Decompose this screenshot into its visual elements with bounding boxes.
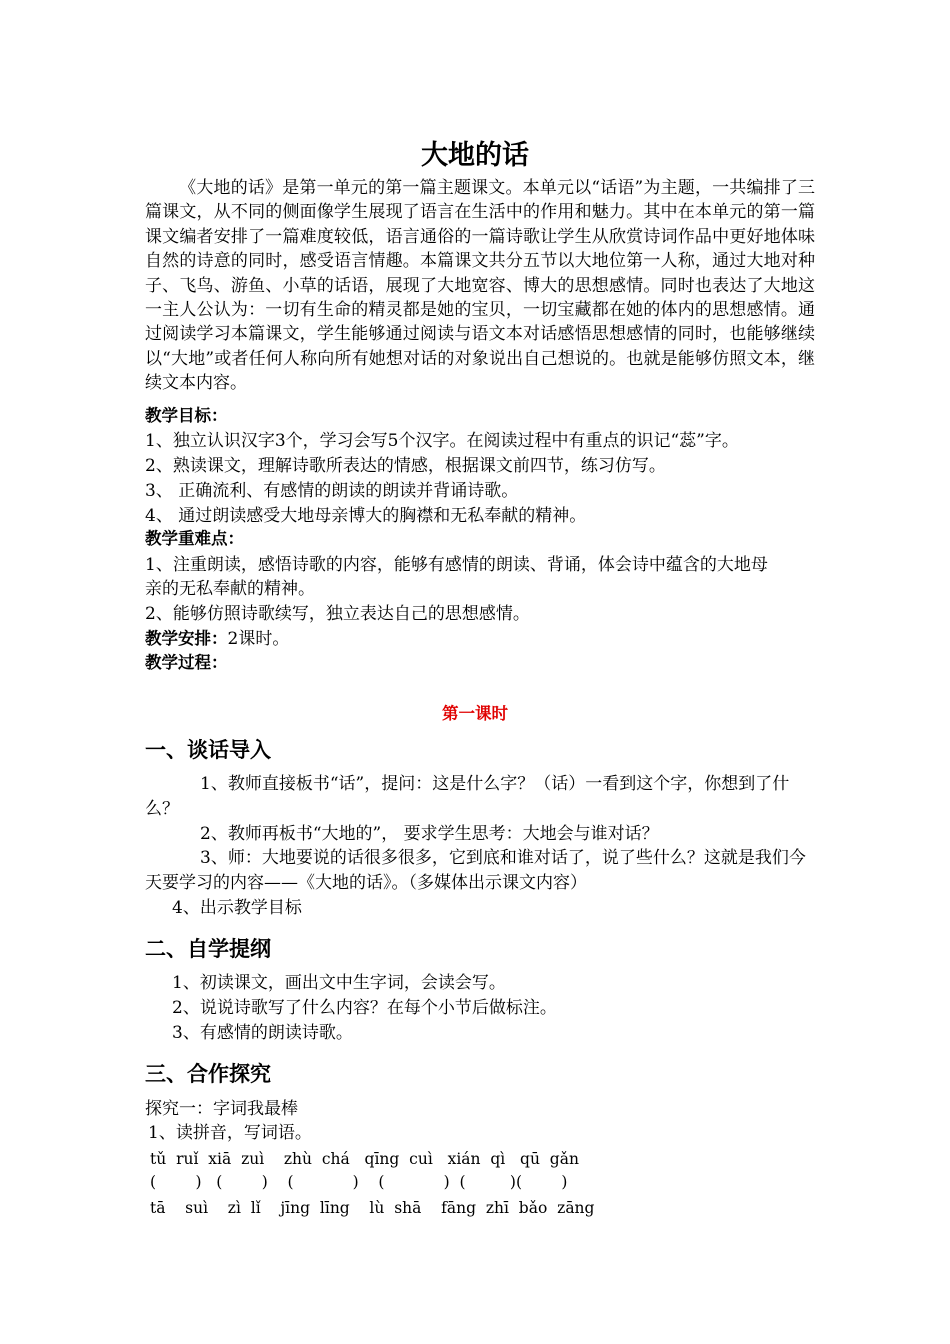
intro-paragraph <box>145 176 815 396</box>
session-title: 第一课时 <box>442 704 508 723</box>
intro-text: 《大地的话》是第一单元的第一篇主题课文。本单元以“话语”为主题，一共编排了三篇课文，从不同的侧面像学生展现了语言在生活中的作用和魅力。其中在本单元的第一篇课文编者安排了一篇难度较低，语言通俗的一篇诗歌让学生从欣赏诗词作品中更好地体味自然的诗意的同时，感受语言情趣。本篇课文共分五节以大地位第一人称，通过大地对种子、飞鸟、游鱼、小草的话语，展现了大地宽容、博大的思想感情。同时也表达了大地这一主人公认为：一切有生命的精灵都是她的宝贝，一切宝藏都在她的体内的思想感情。通过阅读学习本篇课文，学生能够通过阅读与语文本对话感悟思想感情的同时，也能够继续以“大地”或者任何人称向所有她想对话的对象说出自己想说的。也就是能够仿照文本，继续文本内容。 <box>145 178 815 394</box>
section-heading: 一、谈话导入 <box>145 738 271 762</box>
section1-p4: 4、出示教学目标 <box>172 898 302 918</box>
goal-item: 4、 通过朗读感受大地母亲博大的胸襟和无私奉献的精神。 <box>145 506 587 526</box>
goal-item: 2、熟读课文，理解诗歌所表达的情感，根据课文前四节，练习仿写。 <box>145 456 666 476</box>
answer-brackets-row: ( ) ( ) ( ) ( ) ( )( ) <box>150 1173 568 1191</box>
difficulty-item-cont: 亲的无私奉献的精神。 <box>145 579 315 599</box>
section2-item: 2、说说诗歌写了什么内容？在每个小节后做标注。 <box>172 998 557 1018</box>
section3-subheading: 探究一：字词我最棒 <box>145 1099 298 1119</box>
goal-item: 3、 正确流利、有感情的朗读的朗读并背诵诗歌。 <box>145 481 519 501</box>
schedule-line <box>145 624 825 649</box>
section2-item: 1、初读课文，画出文中生字词，会读会写。 <box>172 973 506 993</box>
difficulty-item: 1、注重朗读，感悟诗歌的内容，能够有感情的朗读、背诵，体会诗中蕴含的大地母 <box>145 555 768 575</box>
section-heading: 三、合作探究 <box>145 1062 271 1086</box>
section1-p1: 1、教师直接板书“话”，提问：这是什么字？（话）一看到这个字，你想到了什么？ <box>145 774 790 819</box>
difficulties-label: 教学重难点： <box>145 529 244 548</box>
difficulty-item: 2、能够仿照诗歌续写，独立表达自己的思想感情。 <box>145 604 530 624</box>
process-label: 教学过程： <box>145 653 228 672</box>
schedule-label: 教学安排： <box>145 629 228 648</box>
section1-p3: 3、师：大地要说的话很多很多，它到底和谁对话了，说了些什么？这就是我们今天要学习的内容——《大地的话》。（多媒体出示课文内容） <box>145 848 806 893</box>
section-heading: 二、自学提纲 <box>145 937 271 961</box>
goals-label: 教学目标： <box>145 406 228 425</box>
page-title: 大地的话 <box>421 140 529 171</box>
goal-item: 1、独立认识汉字3个，学习会写5个汉字。在阅读过程中有重点的识记“蕊”字。 <box>145 431 739 451</box>
section3-task: 1、读拼音，写词语。 <box>148 1123 312 1143</box>
pinyin-row: tǔ ruǐ xiā zuì zhù chá qīng cuì xián qì qū gǎn <box>150 1150 579 1168</box>
schedule-value: 2课时。 <box>227 629 290 649</box>
section2-item: 3、有感情的朗读诗歌。 <box>172 1023 353 1043</box>
pinyin-row: tā suì zì lǐ jīng līng lù shā fāng zhī bǎo zāng <box>150 1199 595 1217</box>
section1-p2: 2、教师再板书“大地的”， 要求学生思考：大地会与谁对话？ <box>200 824 659 844</box>
